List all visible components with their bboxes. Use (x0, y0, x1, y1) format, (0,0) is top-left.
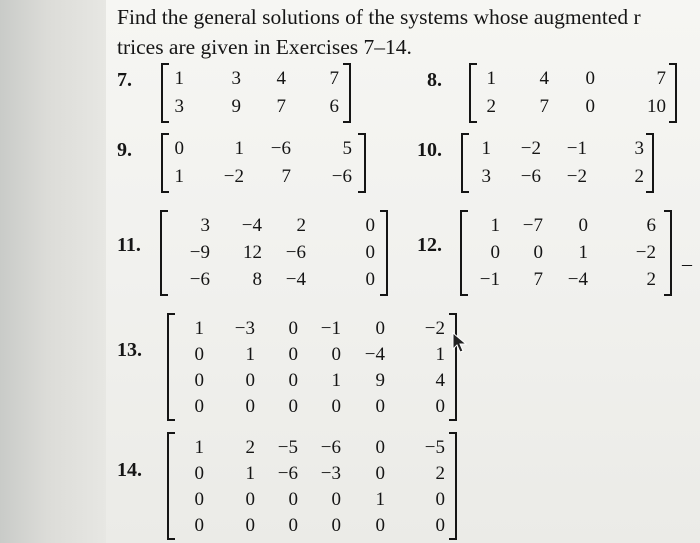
matrix-entry: 0 (194, 515, 204, 536)
matrix-entry: 1 (481, 138, 491, 159)
matrix-entry: 0 (375, 515, 385, 536)
matrix-entry: 2 (435, 463, 445, 484)
matrix-entry: 2 (245, 437, 255, 458)
matrix-entry: 1 (174, 68, 184, 89)
matrix-entry: 2 (634, 166, 644, 187)
matrix-row (160, 267, 388, 293)
matrix-entry: 9 (231, 96, 241, 117)
matrix-entry: −2 (566, 166, 587, 187)
matrix-entry: −2 (424, 318, 445, 339)
exercise-instructions (117, 2, 641, 62)
matrix-entry: 3 (200, 215, 210, 236)
exercise-13-matrix (167, 313, 457, 421)
exercise-12-label: 12. (417, 234, 442, 256)
matrix-entry: 0 (365, 242, 375, 263)
matrix-row (460, 240, 672, 266)
matrix-entry: 3 (634, 138, 644, 159)
matrix-entry: 0 (435, 396, 445, 417)
matrix-row (167, 513, 457, 539)
instructions-line-2: trices are given in Exercises 7–14. (117, 35, 412, 59)
matrix-entry: −6 (285, 242, 306, 263)
matrix-entry: 0 (585, 96, 595, 117)
matrix-entry: 0 (288, 515, 298, 536)
matrix-entry: 1 (578, 242, 588, 263)
matrix-entry: 1 (490, 215, 500, 236)
matrix-row (167, 342, 457, 368)
matrix-entry: 3 (174, 96, 184, 117)
matrix-row (167, 461, 457, 487)
matrix-row (460, 267, 672, 293)
matrix-entry: −1 (479, 269, 500, 290)
matrix-entry: 0 (245, 370, 255, 391)
matrix-entry: 1 (486, 68, 496, 89)
matrix-entry: 0 (194, 396, 204, 417)
matrix-entry: 0 (194, 463, 204, 484)
matrix-entry: 1 (194, 437, 204, 458)
matrix-entry: −2 (223, 166, 244, 187)
matrix-row (160, 213, 388, 239)
matrix-entry: 0 (435, 515, 445, 536)
matrix-entry: 0 (365, 269, 375, 290)
matrix-entry: 3 (231, 68, 241, 89)
matrix-entry: −4 (364, 344, 385, 365)
matrix-row (460, 213, 672, 239)
matrix-entry: 0 (331, 344, 341, 365)
instructions-line-1: Find the general solutions of the systems whose augmented r (117, 5, 641, 29)
matrix-entry: −9 (189, 242, 210, 263)
exercise-11-matrix (160, 210, 388, 296)
matrix-entry: 0 (375, 396, 385, 417)
matrix-entry: 0 (245, 396, 255, 417)
exercise-12-trailing-mark: – (682, 253, 692, 275)
matrix-entry: 0 (331, 515, 341, 536)
matrix-entry: 6 (329, 96, 339, 117)
matrix-entry: 4 (539, 68, 549, 89)
exercise-7-label: 7. (117, 69, 132, 91)
matrix-entry: 2 (296, 215, 306, 236)
matrix-entry: 0 (194, 344, 204, 365)
matrix-row (167, 435, 457, 461)
exercise-8-matrix (469, 63, 677, 123)
matrix-row (167, 316, 457, 342)
matrix-entry: 1 (194, 318, 204, 339)
matrix-entry: 3 (481, 166, 491, 187)
matrix-entry: 0 (288, 396, 298, 417)
matrix-entry: 2 (486, 96, 496, 117)
matrix-entry: 0 (288, 344, 298, 365)
matrix-entry: 4 (276, 68, 286, 89)
matrix-entry: −1 (566, 138, 587, 159)
matrix-entry: −2 (520, 138, 541, 159)
matrix-row (161, 164, 366, 190)
matrix-entry: 7 (329, 68, 339, 89)
matrix-entry: 0 (435, 489, 445, 510)
matrix-row (461, 164, 654, 190)
matrix-entry: 0 (490, 242, 500, 263)
matrix-entry: 9 (375, 370, 385, 391)
matrix-entry: 0 (245, 515, 255, 536)
matrix-entry: 7 (276, 96, 286, 117)
matrix-entry: 7 (533, 269, 543, 290)
matrix-row (161, 66, 351, 92)
photo-left-edge (0, 0, 106, 543)
matrix-entry: 0 (331, 489, 341, 510)
matrix-entry: 0 (375, 463, 385, 484)
exercise-9-matrix (161, 133, 366, 193)
matrix-entry: 1 (245, 463, 255, 484)
matrix-row (167, 368, 457, 394)
matrix-entry: −4 (567, 269, 588, 290)
matrix-entry: −6 (331, 166, 352, 187)
matrix-entry: 0 (585, 68, 595, 89)
matrix-entry: 0 (533, 242, 543, 263)
matrix-entry: 0 (174, 138, 184, 159)
matrix-entry: 8 (252, 269, 262, 290)
matrix-row (469, 66, 677, 92)
mouse-pointer-icon (452, 332, 468, 359)
matrix-entry: −6 (320, 437, 341, 458)
matrix-entry: 0 (365, 215, 375, 236)
matrix-entry: 0 (288, 318, 298, 339)
matrix-entry: 1 (435, 344, 445, 365)
exercise-14-label: 14. (117, 459, 142, 481)
matrix-entry: −2 (635, 242, 656, 263)
exercise-8-label: 8. (427, 69, 442, 91)
matrix-entry: 0 (194, 489, 204, 510)
matrix-row (161, 94, 351, 120)
matrix-row (461, 136, 654, 162)
matrix-entry: 0 (245, 489, 255, 510)
matrix-entry: −6 (270, 138, 291, 159)
matrix-entry: 0 (288, 370, 298, 391)
exercise-10-label: 10. (417, 139, 442, 161)
matrix-entry: 0 (578, 215, 588, 236)
exercise-11-label: 11. (117, 234, 141, 256)
matrix-entry: −6 (189, 269, 210, 290)
matrix-row (161, 136, 366, 162)
matrix-entry: 1 (174, 166, 184, 187)
matrix-entry: 0 (194, 370, 204, 391)
matrix-entry: 0 (375, 437, 385, 458)
matrix-entry: −1 (320, 318, 341, 339)
exercise-14-matrix (167, 432, 457, 540)
matrix-entry: 0 (331, 396, 341, 417)
matrix-entry: 12 (243, 242, 262, 263)
matrix-entry: 10 (647, 96, 666, 117)
matrix-entry: −6 (277, 463, 298, 484)
exercise-13-label: 13. (117, 339, 142, 361)
matrix-row (160, 240, 388, 266)
matrix-entry: −5 (424, 437, 445, 458)
exercise-12-matrix (460, 210, 672, 296)
exercise-9-label: 9. (117, 139, 132, 161)
matrix-row (167, 487, 457, 513)
matrix-entry: 7 (281, 166, 291, 187)
matrix-entry: 1 (234, 138, 244, 159)
matrix-entry: 1 (245, 344, 255, 365)
exercise-10-matrix (461, 133, 654, 193)
matrix-entry: 1 (331, 370, 341, 391)
exercise-7-matrix (161, 63, 351, 123)
matrix-entry: 6 (646, 215, 656, 236)
matrix-entry: −5 (277, 437, 298, 458)
matrix-entry: −3 (320, 463, 341, 484)
matrix-entry: 7 (539, 96, 549, 117)
matrix-entry: 2 (646, 269, 656, 290)
matrix-entry: 5 (342, 138, 352, 159)
matrix-entry: −3 (234, 318, 255, 339)
matrix-entry: −4 (285, 269, 306, 290)
matrix-entry: −6 (520, 166, 541, 187)
matrix-entry: 0 (375, 318, 385, 339)
matrix-row (167, 394, 457, 420)
matrix-entry: 7 (656, 68, 666, 89)
matrix-entry: 4 (435, 370, 445, 391)
matrix-entry: 0 (288, 489, 298, 510)
matrix-row (469, 94, 677, 120)
matrix-entry: −4 (241, 215, 262, 236)
matrix-entry: −7 (522, 215, 543, 236)
matrix-entry: 1 (375, 489, 385, 510)
